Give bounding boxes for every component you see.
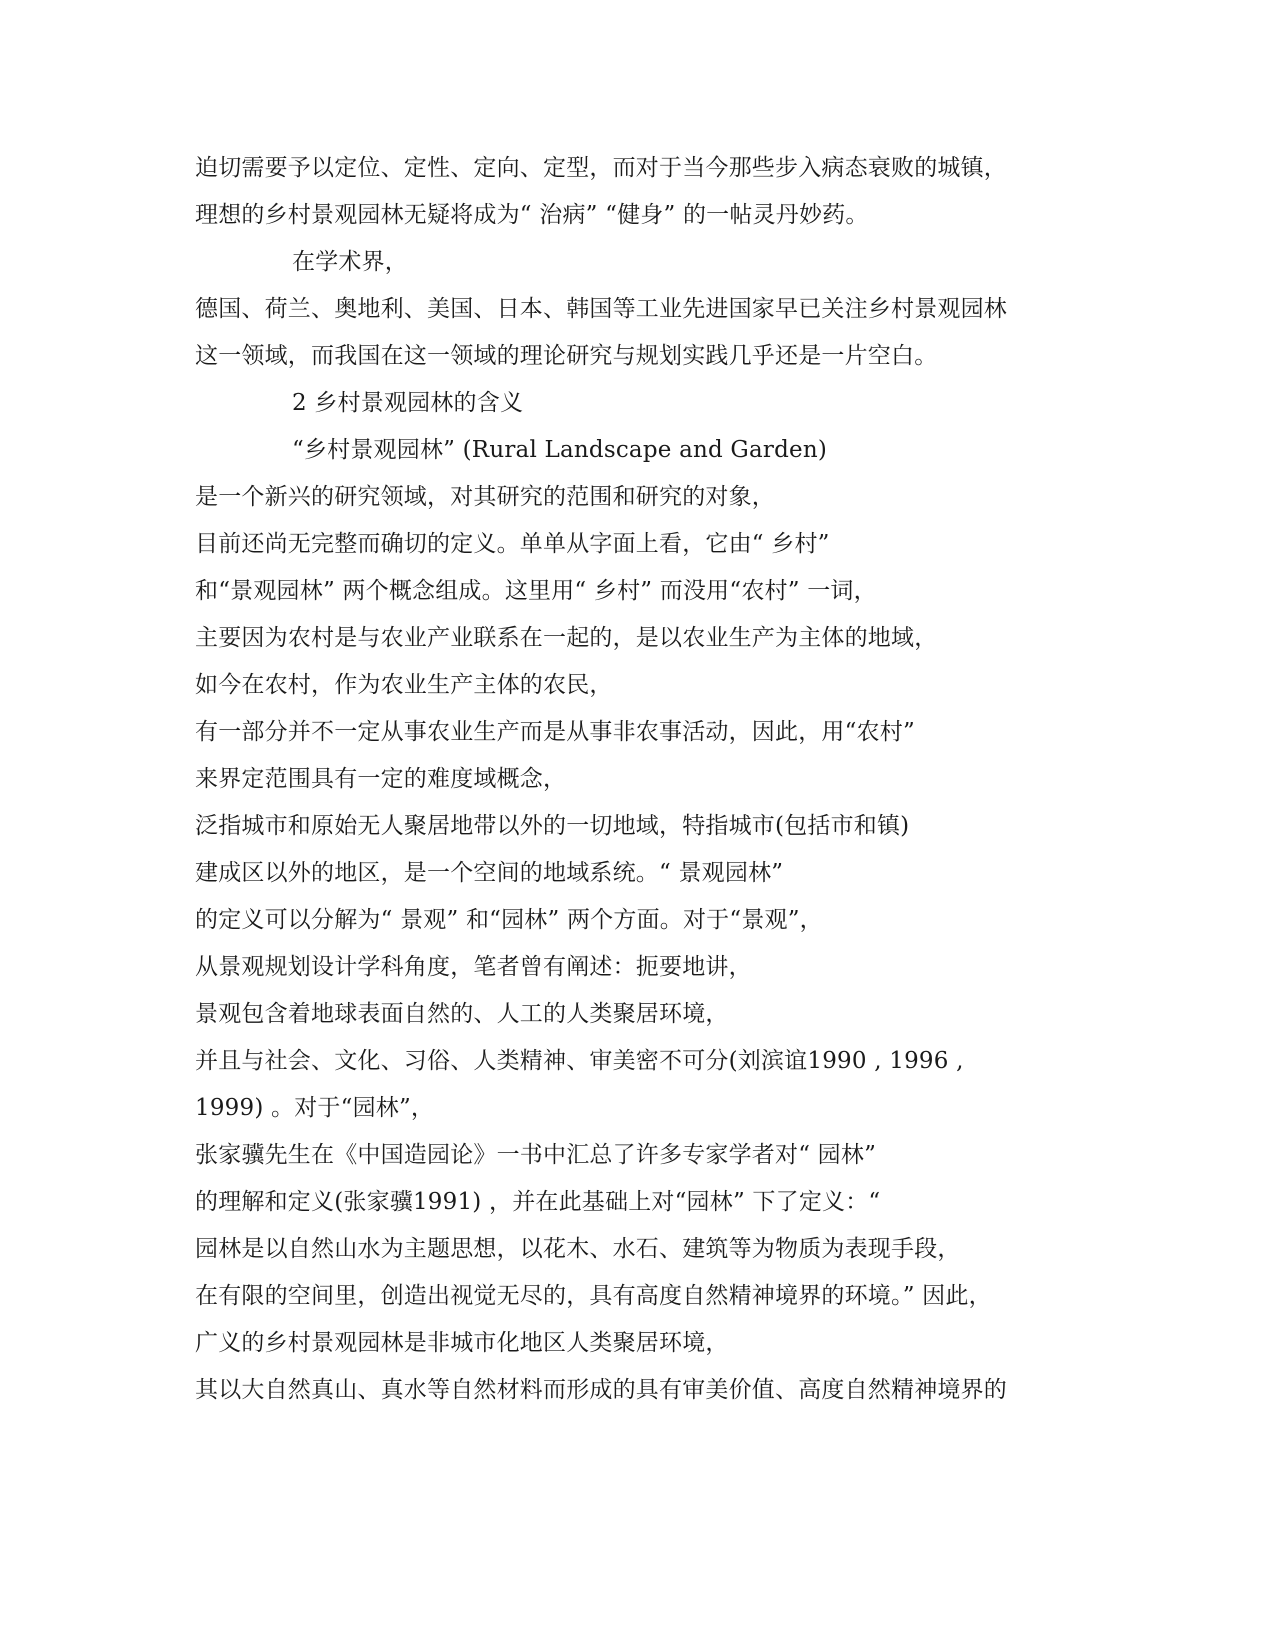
text-line: 1999) 。对于“园林”， (195, 1095, 435, 1121)
paragraph-start: “乡村景观园林” (Rural Landscape and Garden) (292, 437, 828, 463)
text-line: 从景观规划设计学科角度，笔者曾有阐述：扼要地讲， (195, 954, 752, 980)
text-line: 并且与社会、文化、习俗、人类精神、审美密不可分(刘滨谊1990 , 1996 , (195, 1048, 964, 1074)
text-line: 和“景观园林” 两个概念组成。这里用“ 乡村” 而没用“农村” 一词， (195, 578, 877, 604)
text-line: 迫切需要予以定位、定性、定向、定型，而对于当今那些步入病态衰败的城镇， (195, 155, 1007, 181)
text-line: 的定义可以分解为“ 景观” 和“园林” 两个方面。对于“景观”， (195, 907, 823, 933)
text-line: 的理解和定义(张家骥1991) ，并在此基础上对“园林” 下了定义：“ (195, 1189, 881, 1215)
text-line: 园林是以自然山水为主题思想，以花木、水石、建筑等为物质为表现手段， (195, 1236, 961, 1262)
text-line: 广义的乡村景观园林是非城市化地区人类聚居环境， (195, 1330, 729, 1356)
text-line: 张家骥先生在《中国造园论》一书中汇总了许多专家学者对“ 园林” (195, 1142, 877, 1168)
text-line: 在有限的空间里，创造出视觉无尽的，具有高度自然精神境界的环境。” 因此， (195, 1283, 992, 1309)
text-line: 有一部分并不一定从事农业生产而是从事非农事活动，因此，用“农村” (195, 719, 915, 745)
text-line: 建成区以外的地区，是一个空间的地域系统。“ 景观园林” (195, 860, 784, 886)
text-line: 主要因为农村是与农业产业联系在一起的，是以农业生产为主体的地域， (195, 625, 938, 651)
section-heading: 2 乡村景观园林的含义 (292, 390, 524, 416)
paragraph-start: 在学术界， (292, 249, 408, 275)
text-line: 景观包含着地球表面自然的、人工的人类聚居环境， (195, 1001, 729, 1027)
text-line: 泛指城市和原始无人聚居地带以外的一切地域，特指城市(包括市和镇) (195, 813, 910, 839)
text-line: 理想的乡村景观园林无疑将成为“ 治病” “健身” 的一帖灵丹妙药。 (195, 202, 869, 228)
text-line: 如今在农村，作为农业生产主体的农民， (195, 672, 613, 698)
text-line: 德国、荷兰、奥地利、美国、日本、韩国等工业先进国家早已关注乡村景观园林 (195, 296, 1007, 322)
text-line: 是一个新兴的研究领域，对其研究的范围和研究的对象， (195, 484, 775, 510)
text-line: 目前还尚无完整而确切的定义。单单从字面上看，它由“ 乡村” (195, 531, 830, 557)
text-line: 来界定范围具有一定的难度域概念， (195, 766, 567, 792)
text-line: 其以大自然真山、真水等自然材料而形成的具有审美价值、高度自然精神境界的 (195, 1377, 1007, 1403)
text-line: 这一领域，而我国在这一领域的理论研究与规划实践几乎还是一片空白。 (195, 343, 938, 369)
